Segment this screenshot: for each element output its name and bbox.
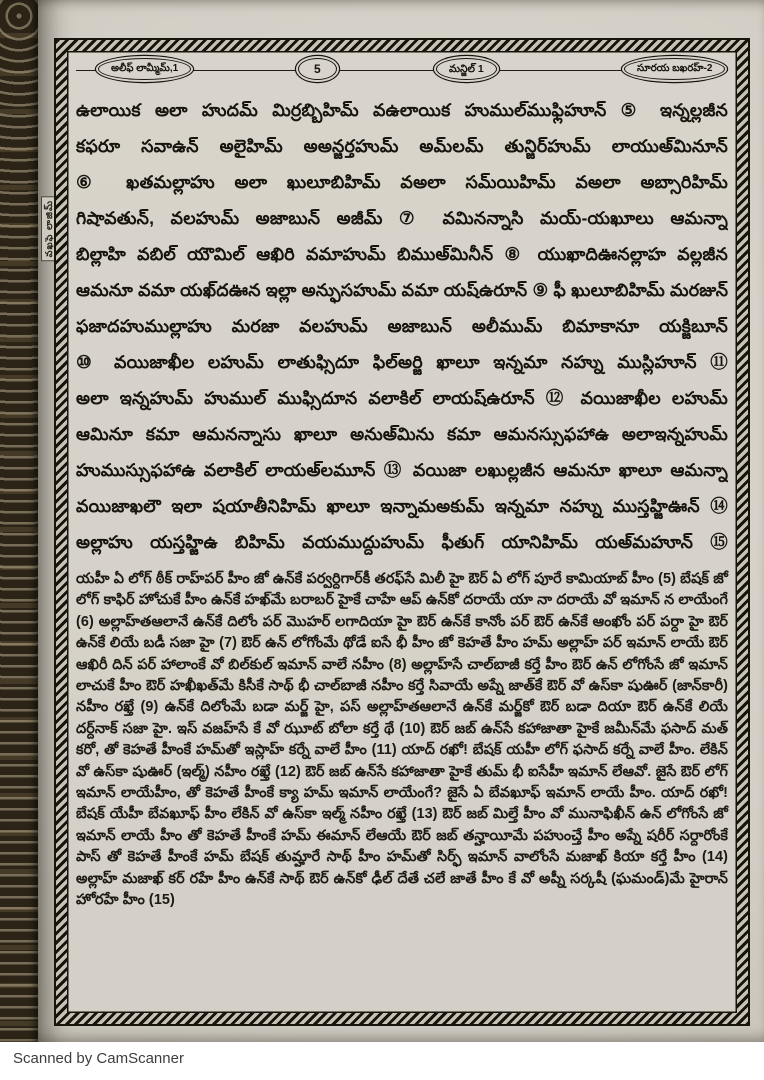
manzil-badge: మన్జిల్ 1 xyxy=(436,58,497,80)
transliteration-line: బిల్లాహి వబిల్ యౌమిల్ ఆఖిరి వమాహుమ్ బిముఅ్‌మినీన్ ⑧ యుఖాదిఊనల్లాహ వల్లజీన xyxy=(76,244,728,264)
transliteration-line: ఆమినూ కమా ఆమనన్నాసు ఖాలూ అనుఅ్‌మిను కమా ఆమనస్సుఫహాఉ అలాఇన్నహుమ్ xyxy=(76,424,728,444)
waqf-margin-label: వఖఫె లాజిమ్ xyxy=(41,196,58,261)
transliteration-line: ఆమనూ వమా యఖ్‌దఊన ఇల్లా అన్ఫుసహుమ్ వమా యష్ఉరూన్ ⑨ ఫీ ఖులూబిహిమ్ మరజున్ xyxy=(76,280,728,300)
translation-section: యహీ ఏ లోగ్ ఠీక్ రాహ్‌పర్ హీం జో ఉన్‌కే పర్వర్దిగార్‌కీ తరఫ్‌సే మిలీ హై ఔర్ ఏ లోగ్ పూరే కామియాబ్ హీం (5) బేషక్ జో లోగ్ కాఫిర్ హోచుకే హీం ఉన్‌కే హఖ్‌మే బరాబర్ హైకే చాహే ఆప్ ఉన్‌కో దరాయే యా నా దరాయే వో ఇమాన్ న లాయేంగే (6) అల్లాహ్‌తఆలానే ఉన్‌కే దిలోం పర్ మొహర్ లగాదియా హై ఔర్ ఉన్‌కే కానోం పర్ ఔర్ ఉన్‌కే ఆంఖోం పర్ పర్దా హై ఔర్ ఉన్‌కే లియే బడీ సజా హై (7) ఔర్ ఉన్ లోగోంమే థోడే ఐసే భీ హీం జో కెహతే హీం హమ్ అల్లాహ్ పర్ ఇమాన్ లాయే ఔర్ ఆఖిరీ దిన్ పర్ హాలాంకే వో బిల్‌కుల్ ఇమాన్ వాలే నహీం (8) అల్లాహ్‌సే చాల్‌బాజీ కర్తే హీం ఔర్ ఉన్ లోగోంసే జో ఇమాన్ లాచుకే హీం ఔర్ హఖీఖత్‌మే కిసీకే సాథ్ భీ చాల్‌బాజీ నహీం కర్తే సివాయే అప్నే జాత్‌కే ఔర్ వో ఉస్‌కా షుఊర్ (జాన్‌కారీ) నహీం రఖ్తే (9) ఉన్‌కే దిలోంమే బడా మర్జ్ హై, పస్ అల్లాహ్‌తఆలానే ఉన్‌కే మర్జ్‌కో ఔర్ బడా దియా ఔర్ ఉన్‌కే లియే దర్ద్‌నాక్ సజా హై. ఇస్ వజహ్‌సే కే వో ఝూట్ బోలా కర్తే థే (10) ఔర్ జబ్ ఉన్‌సే కహాజాతా హైకే జమీన్‌మే ఫసాద్ మత్ కరో, తో కెహతే హీంకే హమ్‌తో ఇస్లాహ్ కర్నే వాలే హీం (11) యాద్ రఖో! బేషక్ యహీ లోగ్ ఫసాద్ కర్నే వాలే హీం. లేకిన్ వో ఉస్‌కా షుఊర్ (ఇల్మ్) నహీం రఖ్తే (12) ఔర్ జబ్ ఉన్‌సే కహాజాతా హైకే తుమ్ భీ ఐసేహీ ఇమాన్ లేఆవో. జైసే ఔర్ లోగ్ ఇమాన్ లాయేహీం, తో కెహతే హీంకే క్యా హమ్ ఇమాన్ లాయేంగే? జైసే ఏ బేవఖూఫ్ ఇమాన్ లాయే హీం. యాద్ రఖో! బేషక్ యేహీ బేవఖూఫ్ హీం లేకిన్ వో ఉస్‌కా ఇల్మ్ నహీం రఖ్తే (13) ఔర్ జబ్ మిల్తే హీం వో మునాఫిఖీన్ ఉన్ లోగోంసే జో ఇమాన్ లాయే హీం తో కెహతే హీంకే హమ్ ఈమాన్ లేఆయే ఔర్ జబ్ తన్హాయీమే పహుంచ్తే హీం అప్నే షరీర్ సర్దారోంకే పాస్ తో కెహతే హీంకే హమ్ బేషక్ తుమ్హారే సాథ్ హీం హమ్‌తో సిర్ఫ్ ఇమాన్ వాలోంసే మజాఖ్ కియా కర్తే హీం (14) అల్లాహ్ మజాఖ్ కర్ రహే హీం ఉన్‌కే సాథ్ ఔర్ ఉన్‌కో ఢీల్ దేతే చలే జాతే హీం కే వో అప్నీ సర్కషీ (ఘమండ్)మే హైరాన్ హోరహే హీం (15) xyxy=(76,571,728,909)
transliteration-line: హుముస్సుఫహాఉ వలాకిల్ లాయఅ్‌లమూన్ ⑬ వయిజా లఖుల్లజీన ఆమనూ ఖాలూ ఆమన్నా xyxy=(76,460,728,480)
juz-badge: అలీఫ్ లామ్మీమ్,1 xyxy=(98,58,191,80)
book-binding xyxy=(0,0,38,1042)
surah-badge: సూరయ బఖరహ్-2 xyxy=(624,58,725,80)
page-number-badge: 5 xyxy=(298,58,337,80)
transliteration-line: ఉలాయిక అలా హుదమ్ మిర్రబ్బిహిమ్ వఉలాయిక హుముల్‌ముఫ్లిహూన్ ⑤ ఇన్నల్లజీన xyxy=(76,100,728,120)
transliteration-section xyxy=(76,92,728,560)
transliteration-line: వయిజాఖలౌ ఇలా షయాతీనిహిమ్ ఖాలూ ఇన్నామఅకుమ్ ఇన్నమా నహ్ను ముస్తహ్జిఊన్ ⑭ xyxy=(76,496,728,516)
camscanner-strip xyxy=(0,1042,764,1080)
transliteration-line: కఫరూ సవాఉన్ అలైహిమ్ అఅన్జర్తహుమ్ అమ్‌లమ్ తున్జిర్‌హుమ్ లాయుఅ్‌మినూన్ xyxy=(76,136,728,156)
transliteration-line: ⑩ వయిజాఖీల లహుమ్ లాతుఫ్సిదూ ఫిల్‌అర్జి ఖాలూ ఇన్నమా నహ్ను ముస్లిహూన్ ⑪ xyxy=(76,352,728,372)
header-badges xyxy=(76,57,728,84)
transliteration-line: ⑥ ఖతమల్లాహు అలా ఖులూబిహిమ్ వఅలా సమ్‌యిహిమ్ వఅలా అబ్సారిహిమ్ xyxy=(76,172,728,192)
camscanner-credit: Scanned by CamScanner xyxy=(13,1050,184,1067)
ornamental-frame xyxy=(56,40,748,1024)
transliteration-line: అలా ఇన్నహుమ్ హుముల్ ముఫ్సిదూన వలాకిల్ లాయష్ఉరూన్ ⑫ వయిజాఖీల లహుమ్ xyxy=(76,388,728,408)
transliteration-line: గిషావతున్, వలహుమ్ అజాబున్ అజీమ్ ⑦ వమినన్నాసి మయ్-యఖూలు ఆమన్నా xyxy=(76,208,728,228)
transliteration-line: అల్లాహు యస్తహ్జిఉ బిహిమ్ వయముద్దుహుమ్ ఫీతుగ్ యానిహిమ్ యఅ్‌మహూన్ ⑮ xyxy=(76,532,728,552)
transliteration-line: ఫజాదహుముల్లాహు మరజా వలహుమ్ అజాబున్ అలీముమ్ బిమాకానూ యక్జిబూన్ xyxy=(76,316,728,336)
